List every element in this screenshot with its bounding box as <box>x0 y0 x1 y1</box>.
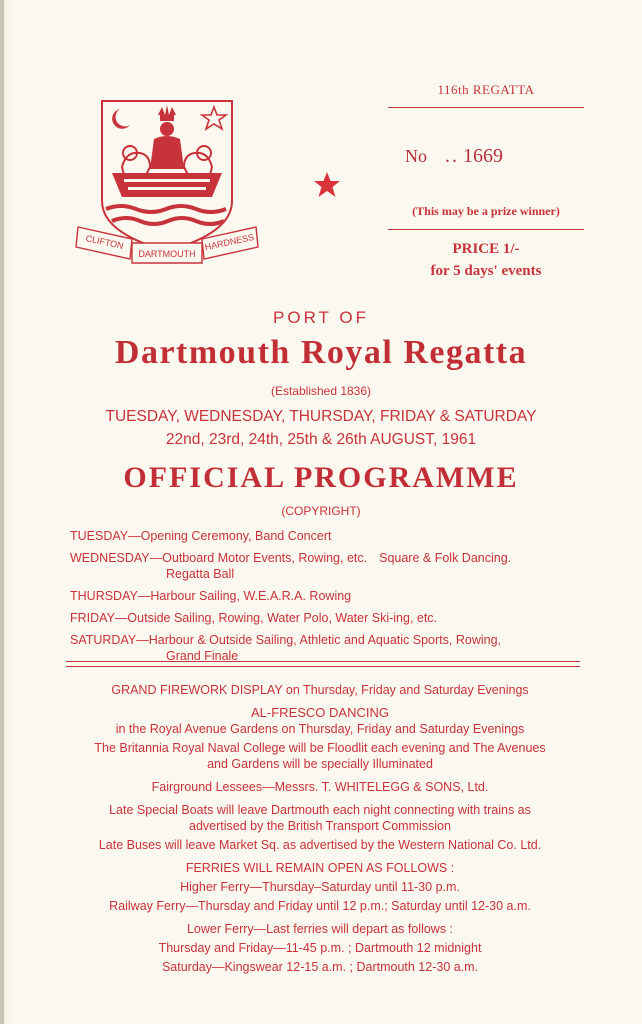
saturday-times: Saturday—Kingswear 12-15 a.m. ; Dartmouth 12-30 a.m. <box>161 960 479 974</box>
price-divider <box>388 229 584 230</box>
college-notice-line1: The Britannia Royal Naval College will be Floodlit each evening and The Avenues <box>94 741 546 755</box>
days-line: TUESDAY, WEDNESDAY, THURSDAY, FRIDAY & SATURDAY <box>105 408 537 425</box>
schedule-events: —Outside Sailing, Rowing, Water Polo, Water Ski-ing, etc. <box>114 611 438 625</box>
schedule-row <box>70 632 590 664</box>
programme-number-line <box>405 145 585 168</box>
schedule-events: —Harbour & Outside Sailing, Athletic and Aquatic Sports, Rowing, <box>136 633 501 647</box>
established-note: (Established 1836) <box>270 384 372 398</box>
schedule-day: THURSDAY <box>70 589 138 603</box>
schedule-continuation: Grand Finale <box>166 649 239 663</box>
star-icon <box>312 170 342 200</box>
official-programme-title: OFFICIAL PROGRAMME <box>123 461 519 494</box>
schedule-row <box>70 610 590 626</box>
banner-left-text: CLIFTON <box>84 233 125 251</box>
schedule-day: SATURDAY <box>70 633 137 647</box>
fireworks-notice: GRAND FIREWORK DISPLAY on Thursday, Friday and Saturday Evenings <box>111 683 529 697</box>
dates-line: 22nd, 23rd, 24th, 25th & 26th AUGUST, 1961 <box>165 431 477 448</box>
banner-right-text: HARDNESS <box>203 231 255 253</box>
price-block <box>388 238 584 282</box>
fairground-notice: Fairground Lessees—Messrs. T. WHITELEGG & SONS, Ltd. <box>151 780 489 794</box>
schedule-continuation: Regatta Ball <box>166 567 235 581</box>
schedule-events: —Outboard Motor Events, Rowing, etc. <box>149 551 368 565</box>
alfresco-title: AL-FRESCO DANCING <box>251 705 389 720</box>
lower-ferry: Lower Ferry—Last ferries will depart as follows : <box>186 922 454 936</box>
number-symbol: No <box>405 146 427 166</box>
schedule-events: —Opening Ceremony, Band Concert <box>128 529 332 543</box>
college-notice-line2: and Gardens will be specially Illuminated <box>207 757 433 771</box>
boats-notice-line1: Late Special Boats will leave Dartmouth each night connecting with trains as <box>109 803 531 817</box>
regatta-number: 116th REGATTA <box>437 82 535 97</box>
schedule-events: —Harbour Sailing, W.E.A.R.A. Rowing <box>137 589 352 603</box>
schedule-row <box>70 588 590 604</box>
notices-section <box>60 682 580 975</box>
copyright-note: (COPYRIGHT) <box>281 504 361 518</box>
programme-number: 1669 <box>463 145 503 167</box>
prize-note: (This may be a prize winner) <box>412 204 560 218</box>
schedule-row <box>70 528 590 544</box>
number-dots: .. <box>445 145 459 167</box>
ferries-title: FERRIES WILL REMAIN OPEN AS FOLLOWS : <box>185 861 455 875</box>
schedule-row <box>70 550 590 582</box>
price-line: PRICE 1/- <box>452 241 520 257</box>
schedule-day: FRIDAY <box>70 611 115 625</box>
banner-middle-text: DARTMOUTH <box>138 249 196 259</box>
railway-ferry: Railway Ferry—Thursday and Friday until 12 p.m.; Saturday until 12-30 a.m. <box>109 899 531 913</box>
price-detail: for 5 days' events <box>430 263 542 279</box>
crest-banner-text <box>72 93 262 273</box>
header-divider <box>388 107 584 108</box>
alfresco-detail: in the Royal Avenue Gardens on Thursday, Friday and Saturday Evenings <box>115 722 525 736</box>
schedule-day: WEDNESDAY <box>70 551 150 565</box>
boats-notice-line2: advertised by the British Transport Commission <box>189 819 451 833</box>
event-schedule <box>70 528 590 670</box>
thu-fri-times: Thursday and Friday—11-45 p.m. ; Dartmouth 12 midnight <box>158 941 482 955</box>
schedule-extra: Square & Folk Dancing. <box>379 551 512 565</box>
higher-ferry: Higher Ferry—Thursday–Saturday until 11-30 p.m. <box>180 880 460 894</box>
main-title: Dartmouth Royal Regatta <box>114 334 528 371</box>
event-days <box>0 405 642 451</box>
schedule-day: TUESDAY <box>70 529 129 543</box>
port-of-heading: PORT OF <box>273 308 369 327</box>
buses-notice: Late Buses will leave Market Sq. as advertised by the Western National Co. Ltd. <box>98 838 542 852</box>
section-double-rule <box>66 661 580 667</box>
